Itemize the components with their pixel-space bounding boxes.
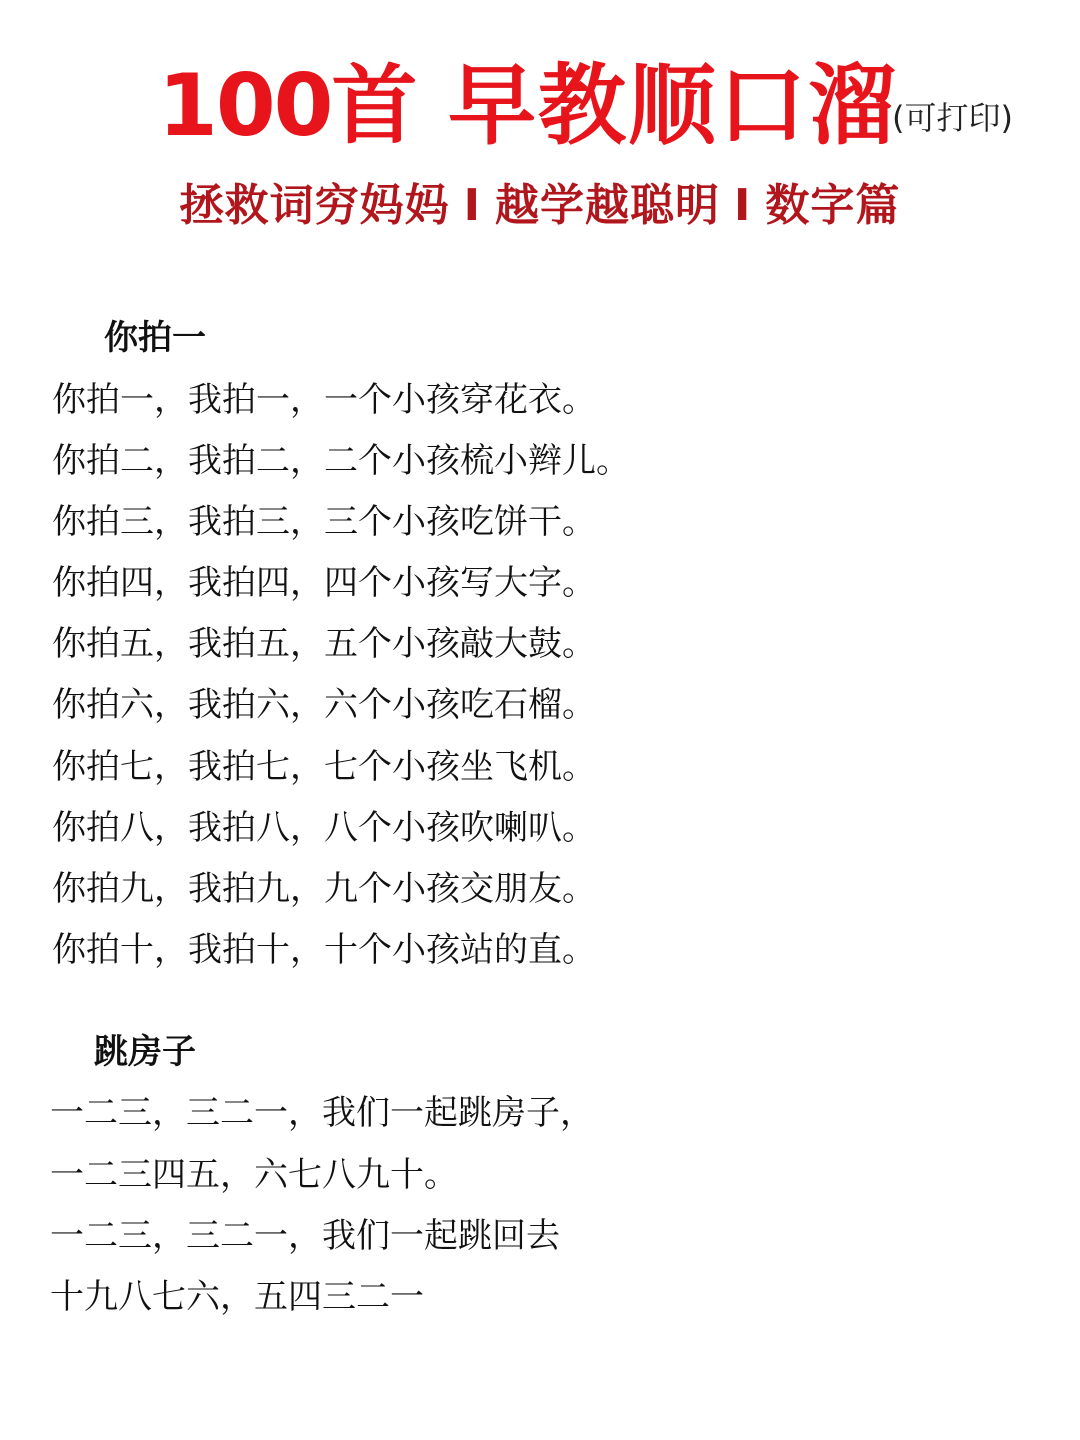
subtitle-separator: I [734, 180, 752, 231]
poem-line: 一二三，三二一，我们一起跳回去 [50, 1216, 560, 1256]
poem-line: 你拍三，我拍三，三个小孩吃饼干。 [52, 502, 596, 542]
subtitle-part: 数字篇 [765, 180, 901, 231]
poem-line: 你拍六，我拍六，六个小孩吃石榴。 [52, 685, 596, 725]
poem-line: 一二三，三二一，我们一起跳房子， [50, 1093, 594, 1133]
poem-line: 你拍五，我拍五，五个小孩敲大鼓。 [52, 624, 596, 664]
subtitle-part: 越学越聪明 [495, 180, 720, 231]
poem-line: 你拍一，我拍一，一个小孩穿花衣。 [52, 380, 596, 420]
title-row [0, 56, 1080, 156]
poem-title: 跳房子 [94, 1032, 196, 1072]
subtitle [0, 176, 1080, 236]
poem-title: 你拍一 [104, 318, 206, 358]
title-main: 早教顺口溜 [448, 54, 899, 157]
poem-line: 一二三四五，六七八九十。 [50, 1155, 458, 1195]
poem-line: 你拍二，我拍二，二个小孩梳小辫儿。 [52, 441, 630, 481]
subtitle-separator: I [463, 180, 481, 231]
poem-line: 你拍十，我拍十，十个小孩站的直。 [52, 930, 596, 970]
poem-line: 十九八七六，五四三二一 [50, 1277, 424, 1317]
poem-line: 你拍七，我拍七，七个小孩坐飞机。 [52, 747, 596, 787]
subtitle-part: 拯救词穷妈妈 [179, 180, 450, 231]
poem-line: 你拍八，我拍八，八个小孩吹喇叭。 [52, 808, 596, 848]
poem-line: 你拍九，我拍九，九个小孩交朋友。 [52, 869, 596, 909]
title-number: 100首 [158, 56, 416, 156]
poem-line: 你拍四，我拍四，四个小孩写大字。 [52, 563, 596, 603]
title-note: (可打印) [892, 99, 1013, 137]
